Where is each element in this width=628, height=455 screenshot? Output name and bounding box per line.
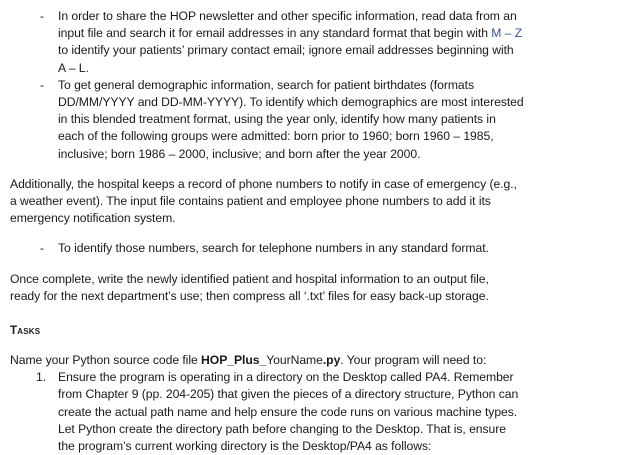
dash-bullet-marker: - bbox=[40, 241, 44, 256]
spacer bbox=[10, 227, 604, 240]
additionally-line-1: Additionally, the hospital keeps a record of phone numbers to notify in case of emergency (e.g., bbox=[10, 176, 517, 191]
name-file-suffix: . Your program will need to: bbox=[340, 353, 487, 368]
list-item-task-1-text bbox=[58, 369, 604, 455]
task-1-line-2: from Chapter 9 (pp. 204-205) that given the pieces of a directory structure, Python can bbox=[58, 387, 519, 402]
newsletter-line-4: A – L. bbox=[58, 60, 89, 75]
task-1-line-4: Let Python create the directory path before changing to the Desktop. That is, ensure bbox=[58, 421, 506, 436]
task-1-line-3: create the actual path name and help ensure the code runs on various machine types. bbox=[58, 404, 518, 419]
section-heading-tasks: Tasks bbox=[10, 324, 41, 338]
list-item-task-1 bbox=[10, 369, 604, 455]
spacer bbox=[10, 339, 604, 352]
once-complete-line-1: Once complete, write the newly identified patient and hospital information to an output file, bbox=[10, 271, 489, 286]
demographic-line-1: To get general demographic information, search for patient birthdates (formats bbox=[58, 77, 475, 92]
list-item-telephone-text bbox=[58, 240, 604, 257]
task-1-line-1: Ensure the program is operating in a directory on the Desktop called PA4. Remember bbox=[58, 370, 514, 385]
name-file-prefix: Name your Python source code file bbox=[10, 353, 202, 368]
spacer bbox=[10, 163, 604, 176]
paragraph-once-complete bbox=[10, 271, 604, 305]
filename-extension-bold: .py bbox=[322, 353, 341, 368]
newsletter-line-2-prefix: input file and search it for email addresses in any standard format that begin with bbox=[58, 26, 492, 41]
list-item-demographic-text bbox=[58, 77, 604, 163]
filename-prefix-bold: HOP_Plus_ bbox=[201, 353, 267, 368]
once-complete-line-2: ready for the next department’s use; then compress all ‘.txt’ files for easy back-up storage. bbox=[10, 288, 489, 303]
list-item-newsletter-text bbox=[58, 8, 604, 77]
demographic-line-5: inclusive; born 1986 – 2000, inclusive; and born after the year 2000. bbox=[58, 146, 421, 161]
additionally-line-3: emergency notification system. bbox=[10, 211, 176, 226]
filename-placeholder: YourName bbox=[266, 353, 323, 368]
newsletter-range-mz: M – Z bbox=[491, 26, 523, 41]
task-number-marker: 1. bbox=[36, 370, 47, 385]
task-1-line-5: the program’s current working directory is the Desktop/PA4 as follows: bbox=[58, 439, 432, 454]
demographic-line-2: DD/MM/YYYY and DD-MM-YYYY). To identify which demographics are most interested bbox=[58, 95, 524, 110]
spacer bbox=[10, 258, 604, 271]
list-item-telephone bbox=[10, 240, 604, 257]
additionally-line-2: a weather event). The input file contains patient and employee phone numbers to add it its bbox=[10, 194, 491, 209]
newsletter-line-1: In order to share the HOP newsletter and other specific information, read data from an bbox=[58, 9, 517, 23]
paragraph-additionally bbox=[10, 176, 604, 228]
demographic-line-3: in this blended treatment format, using the year only, identify how many patients in bbox=[58, 112, 496, 127]
demographic-line-4: each of the following groups were admitted: born prior to 1960; born 1960 – 1985, bbox=[58, 129, 494, 144]
dash-bullet-marker: - bbox=[40, 77, 44, 92]
telephone-line-1: To identify those numbers, search for telephone numbers in any standard format. bbox=[58, 241, 489, 256]
list-item-demographic bbox=[10, 77, 604, 163]
newsletter-line-3: to identify your patients’ primary contact email; ignore email addresses beginning with bbox=[58, 43, 514, 58]
spacer bbox=[10, 305, 604, 322]
dash-bullet-marker: - bbox=[40, 9, 44, 23]
paragraph-name-file bbox=[10, 352, 604, 369]
list-item-newsletter bbox=[10, 8, 604, 77]
